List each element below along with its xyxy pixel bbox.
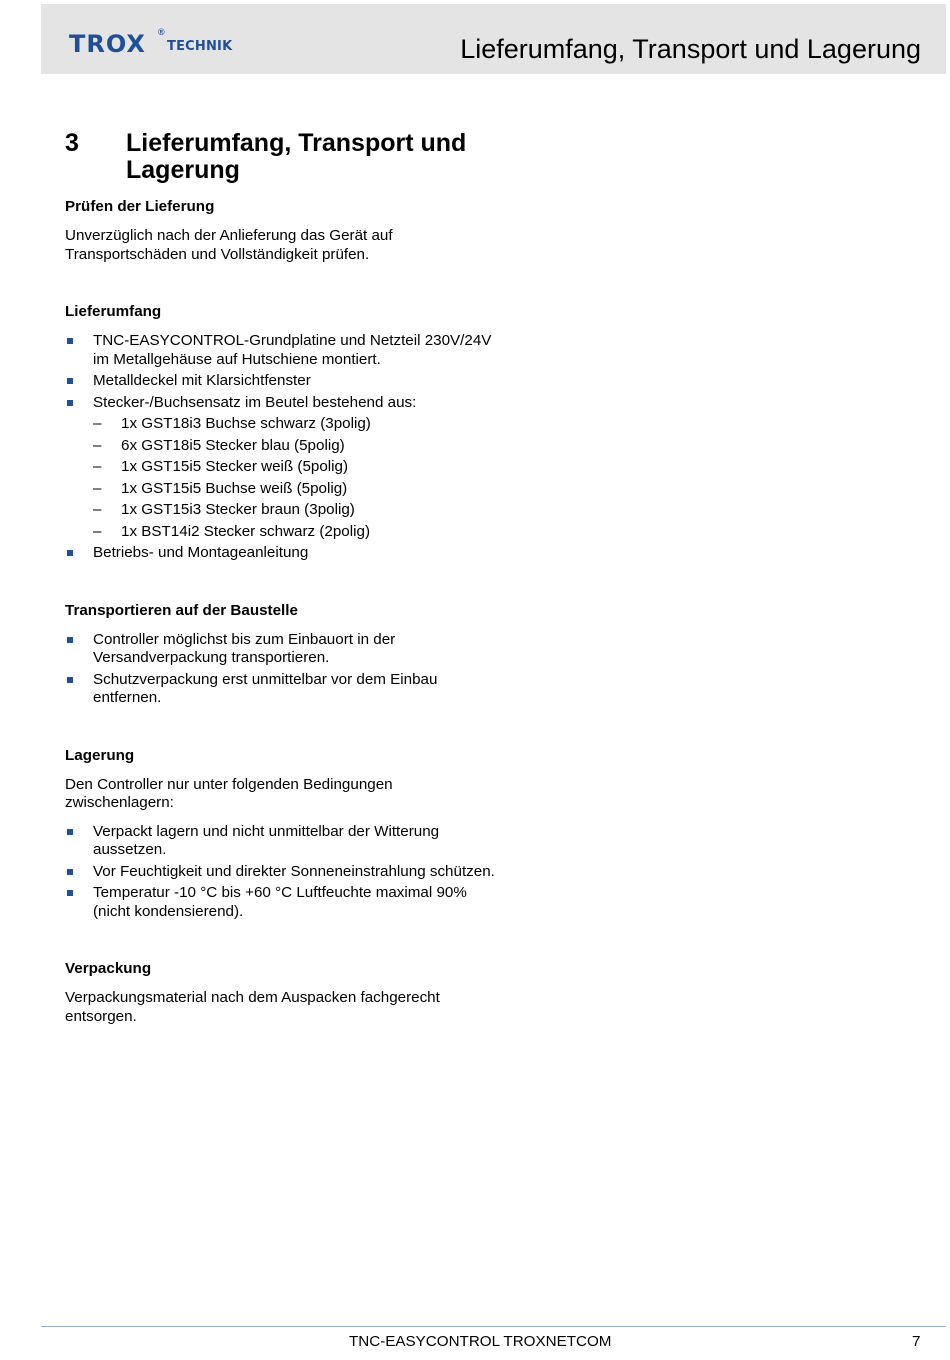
page-header (41, 4, 946, 74)
section-text-verpackung: Verpackungsmaterial nach dem Auspacken fachgerecht entsorgen. (65, 989, 440, 1025)
lagerung-list (65, 823, 495, 922)
bullet-square-icon (67, 637, 73, 643)
list-item-text: Schutzverpackung erst unmittelbar vor dem Einbau entfernen. (93, 670, 438, 706)
list-item-text: Verpackt lagern und nicht unmittelbar der Witterung aussetzen. (93, 822, 440, 858)
page-number: 7 (912, 1333, 921, 1350)
bullet-square-icon (67, 890, 73, 896)
dash-marker: – (93, 522, 102, 540)
section-verpackung (65, 960, 495, 1026)
list-item (65, 671, 495, 708)
sub-list-item-text: 1x GST15i5 Stecker weiß (5polig) (121, 458, 349, 475)
section-pruefen (65, 198, 495, 264)
list-item-text: Controller möglichst bis zum Einbauort in der Versandverpackung transportieren. (93, 630, 396, 666)
transport-list (65, 631, 495, 708)
section-heading-verpackung: Verpackung (65, 960, 152, 977)
logo-technik-text: TECHNIK (167, 39, 233, 54)
sub-list-item (65, 458, 495, 477)
list-item-text: Vor Feuchtigkeit und direkter Sonneneinstrahlung schützen. (93, 862, 495, 880)
sub-list-item-text: 1x GST18i3 Buchse schwarz (3polig) (121, 415, 371, 432)
dash-marker: – (93, 479, 102, 497)
sub-list-item (65, 437, 495, 456)
sub-list-item-text: 1x GST15i3 Stecker braun (3polig) (121, 501, 355, 518)
list-item-text: Betriebs- und Montageanleitung (93, 544, 309, 561)
list-item (65, 823, 495, 860)
list-item (65, 544, 495, 563)
section-text-pruefen: Unverzüglich nach der Anlieferung das Gerät auf Transportschäden und Vollständigkeit prüfen. (65, 227, 393, 263)
footer-divider (41, 1326, 946, 1327)
list-item (65, 863, 495, 882)
list-item (65, 631, 495, 668)
list-item-text: Temperatur -10 °C bis +60 °C Luftfeuchte maximal 90% (nicht kondensierend). (93, 884, 467, 920)
lieferumfang-list (65, 332, 495, 563)
chapter-title: Lieferumfang, Transport und Lagerung (126, 129, 467, 184)
sub-list-item-text: 1x BST14i2 Stecker schwarz (2polig) (121, 522, 371, 540)
sub-list-item (65, 480, 495, 499)
logo-registered-mark: ® (158, 27, 165, 37)
dash-marker: – (93, 501, 102, 518)
bullet-square-icon (67, 677, 73, 683)
logo-trox-text: TROX (69, 30, 146, 58)
list-item (65, 332, 495, 369)
list-item-text: TNC-EASYCONTROL-Grundplatine und Netzteil 230V/24V im Metallgehäuse auf Hutschiene montiert. (93, 332, 492, 368)
sub-list-item (65, 415, 495, 434)
sub-list-item (65, 501, 495, 520)
list-item (65, 884, 495, 921)
section-heading-lagerung: Lagerung (65, 746, 135, 764)
bullet-square-icon (67, 338, 73, 344)
sub-list-item-text: 6x GST18i5 Stecker blau (5polig) (121, 436, 345, 454)
section-heading-transport: Transportieren auf der Baustelle (65, 601, 298, 619)
chapter-number: 3 (65, 129, 79, 157)
list-item (65, 372, 495, 391)
bullet-square-icon (67, 378, 73, 384)
bullet-square-icon (67, 550, 73, 556)
sub-list-item-text: 1x GST15i5 Buchse weiß (5polig) (121, 479, 348, 497)
list-item (65, 394, 495, 413)
section-transport (65, 602, 495, 708)
bullet-square-icon (67, 400, 73, 406)
footer-document-name: TNC-EASYCONTROL TROXNETCOM (349, 1333, 612, 1350)
bullet-square-icon (67, 829, 73, 835)
section-text-lagerung: Den Controller nur unter folgenden Bedingungen zwischenlagern: (65, 775, 393, 811)
sub-list-item (65, 523, 495, 542)
main-content (65, 130, 495, 1065)
dash-marker: – (93, 458, 102, 475)
section-lieferumfang (65, 303, 495, 563)
list-item-text: Metalldeckel mit Klarsichtfenster (93, 372, 311, 389)
section-heading-pruefen: Prüfen der Lieferung (65, 198, 215, 215)
dash-marker: – (93, 415, 102, 432)
section-heading-lieferumfang: Lieferumfang (65, 303, 162, 320)
header-title: Lieferumfang, Transport und Lagerung (460, 34, 921, 64)
dash-marker: – (93, 436, 102, 454)
section-lagerung (65, 747, 495, 922)
chapter-heading (65, 130, 495, 186)
bullet-square-icon (67, 869, 73, 875)
list-item-text: Stecker-/Buchsensatz im Beutel bestehend aus: (93, 393, 417, 411)
